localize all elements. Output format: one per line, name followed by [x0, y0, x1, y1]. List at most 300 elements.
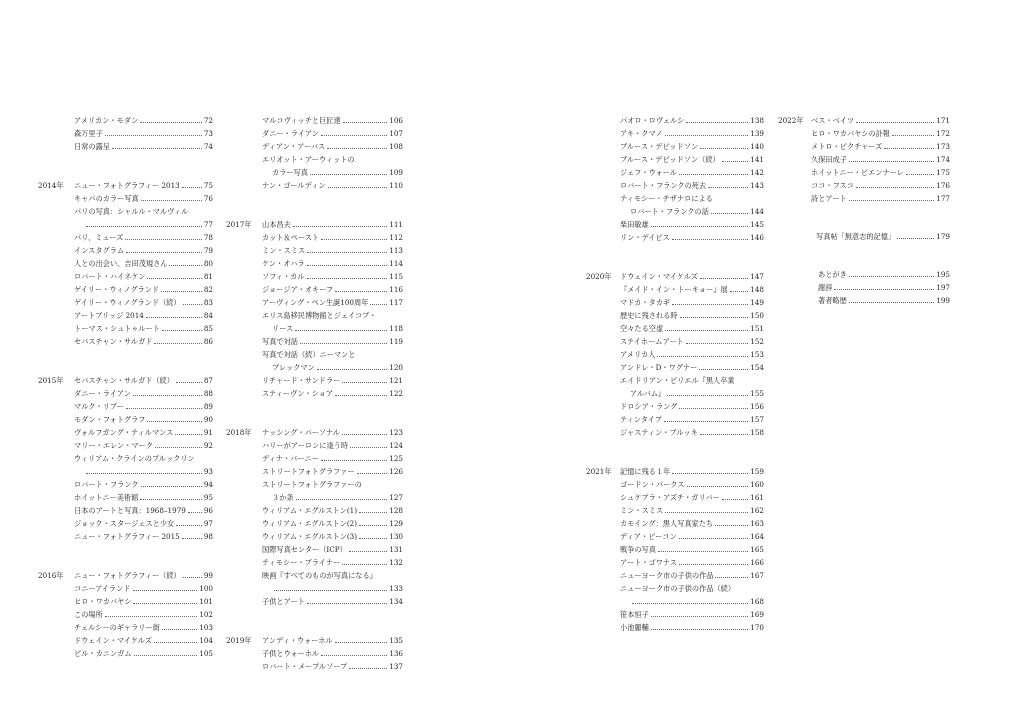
year-label: 2019年 — [226, 636, 252, 645]
toc-entry — [620, 218, 764, 231]
toc-entry-title: 謝辞 — [818, 283, 833, 292]
year-label: 2022年 — [778, 116, 804, 125]
toc-entry-continuation-line — [620, 387, 764, 400]
leader-dots — [146, 317, 202, 318]
toc-entry-title: ウィリアム・エグルストン(2) — [262, 519, 358, 528]
year-gap — [226, 608, 403, 634]
toc-page-number: 169 — [750, 610, 764, 619]
toc-entry-title: ティモシー・チザナロによる — [620, 194, 713, 203]
toc-entry-title: ヒロ・ワカバヤシ — [74, 597, 132, 606]
toc-entry-title: ゴードン・パークス — [620, 480, 685, 489]
toc-entry-continuation-line — [262, 322, 403, 335]
toc-page-number: 144 — [750, 207, 764, 216]
toc-entry — [262, 478, 403, 504]
year-label: 2020年 — [586, 272, 612, 281]
leader-dots — [906, 174, 934, 175]
leader-dots — [849, 302, 935, 303]
toc-entry-title: 人との出会い、吉田茂規さん — [74, 259, 168, 268]
leader-dots — [335, 395, 387, 396]
leader-dots — [321, 239, 387, 240]
toc-page-number: 106 — [389, 116, 403, 125]
entry-list — [811, 114, 950, 205]
toc-entry — [74, 647, 213, 660]
toc-entry — [620, 283, 764, 296]
toc-entry-title: ウィリアム・エグルストン(1) — [262, 506, 358, 515]
toc-entry — [262, 426, 403, 439]
leader-dots — [162, 330, 202, 331]
toc-column-3 — [586, 114, 764, 634]
leader-dots — [140, 122, 202, 123]
toc-entry-title: ヒロ・ワカバヤシの訃報 — [811, 129, 890, 138]
toc-entry — [74, 452, 213, 478]
entry-list — [74, 374, 213, 543]
year-gap — [226, 400, 403, 426]
toc-page-number: 179 — [936, 232, 950, 241]
toc-entry-title: ロバート・メープルソープ — [262, 662, 348, 671]
toc-column-4 — [778, 114, 950, 205]
toc-entry-title: 『メイド・イン・トーキョー』展 — [620, 285, 728, 294]
toc-entry — [620, 569, 764, 582]
toc-entry — [262, 595, 403, 608]
toc-page-number: 73 — [203, 129, 213, 138]
toc-entry-title: 日常の露呈 — [74, 142, 110, 151]
leader-dots — [722, 161, 749, 162]
toc-entry — [262, 452, 403, 465]
year-gap — [38, 153, 213, 179]
toc-page-number: 101 — [199, 597, 213, 606]
leader-dots — [664, 421, 748, 422]
leader-dots — [293, 226, 388, 227]
toc-entry-title: カモイング：黒人写真家たち — [620, 519, 714, 528]
toc-entry — [74, 439, 213, 452]
toc-page-number: 96 — [203, 506, 213, 515]
toc-entry — [262, 270, 403, 283]
toc-page-number: 109 — [389, 168, 403, 177]
toc-entry-title-cont: カラー写真 — [272, 168, 308, 177]
toc-entry-title: 笹本恒子 — [620, 610, 649, 619]
toc-page-number: 150 — [750, 311, 764, 320]
toc-page-number: 102 — [199, 610, 213, 619]
toc-entry — [74, 621, 213, 634]
toc-entry-title: 子供とウォーホル — [262, 649, 320, 658]
toc-entry — [620, 608, 764, 621]
entry-list — [620, 465, 764, 634]
toc-entry-title: ストリートフォトグラファー — [262, 467, 355, 476]
toc-entry — [74, 192, 213, 205]
year-group — [226, 114, 403, 192]
toc-page-number: 84 — [203, 311, 213, 320]
leader-dots — [884, 148, 934, 149]
leader-dots — [834, 289, 934, 290]
toc-page-number: 121 — [389, 376, 403, 385]
toc-entry — [620, 517, 764, 530]
year-group — [38, 179, 213, 348]
leader-dots — [335, 642, 388, 643]
toc-entry-continuation-line — [262, 361, 403, 374]
leader-dots — [856, 122, 934, 123]
leader-dots — [359, 525, 387, 526]
toc-entry-title: 映画『すべてのものが写真になる』 — [262, 571, 377, 580]
toc-entry — [74, 140, 213, 153]
leader-dots — [162, 629, 197, 630]
leader-dots — [300, 343, 387, 344]
toc-page-number: 139 — [750, 129, 764, 138]
toc-entry — [262, 153, 403, 179]
toc-entry — [620, 296, 764, 309]
leader-dots — [182, 187, 202, 188]
toc-page-number: 142 — [750, 168, 764, 177]
toc-entry — [620, 465, 764, 478]
toc-entry — [262, 517, 403, 530]
year-label: 2016年 — [38, 571, 64, 580]
leader-dots — [335, 291, 387, 292]
toc-page-number: 85 — [203, 324, 213, 333]
toc-entry — [620, 179, 764, 192]
toc-entry-title: ロバート・フランクの死去 — [620, 181, 707, 190]
toc-entry — [262, 257, 403, 270]
toc-entry — [262, 660, 403, 673]
leader-dots — [188, 512, 202, 513]
leader-dots — [730, 291, 749, 292]
toc-entry-title: ロバート・フランク — [74, 480, 139, 489]
toc-entry — [620, 309, 764, 322]
year-group — [226, 426, 403, 608]
toc-page-number: 125 — [389, 454, 403, 463]
toc-entry-title: 空々たる空虚 — [620, 324, 664, 333]
year-group — [226, 634, 403, 673]
toc-page-number: 151 — [750, 324, 764, 333]
leader-dots — [147, 278, 201, 279]
leader-dots — [343, 122, 388, 123]
toc-entry-title: ニュー・フォトグラフィー 2013 — [74, 181, 180, 190]
leader-dots — [140, 499, 202, 500]
toc-entry-title: トーマス・シュトゥルート — [74, 324, 160, 333]
leader-dots — [679, 408, 748, 409]
leader-dots — [686, 343, 748, 344]
toc-page-number: 165 — [750, 545, 764, 554]
toc-entry-continuation-line — [262, 582, 403, 595]
toc-entry-title: モダン・フォトグラフ — [74, 415, 146, 424]
toc-entry — [816, 230, 950, 243]
toc-page-number: 160 — [750, 480, 764, 489]
toc-page-number: 95 — [203, 493, 213, 502]
toc-entry — [620, 348, 764, 361]
toc-entry — [620, 556, 764, 569]
toc-entry-title: ステイホームアート — [620, 337, 684, 346]
toc-page-number: 110 — [389, 181, 403, 190]
toc-entry-title: ホイットニー美術館 — [74, 493, 139, 502]
entry-list — [262, 114, 403, 192]
toc-page-number: 175 — [936, 168, 950, 177]
leader-dots — [126, 408, 202, 409]
toc-entry — [74, 322, 213, 335]
toc-entry — [811, 140, 950, 153]
year-label: 2015年 — [38, 376, 64, 385]
leader-dots — [679, 174, 748, 175]
toc-entry — [262, 179, 403, 192]
leader-dots — [154, 343, 202, 344]
toc-page-number: 94 — [203, 480, 213, 489]
leader-dots — [307, 603, 387, 604]
toc-page-number: 134 — [389, 597, 403, 606]
toc-entry — [262, 530, 403, 543]
toc-column-2 — [226, 114, 403, 673]
leader-dots — [687, 486, 749, 487]
leader-dots — [370, 304, 387, 305]
toc-entry-title: ゲイリー・ウィノグランド — [74, 285, 160, 294]
toc-entry-title: ハリーがアーロンに逢う時 — [262, 441, 349, 450]
toc-page-number: 78 — [203, 233, 213, 242]
toc-entry — [620, 114, 764, 127]
toc-entry — [74, 426, 213, 439]
toc-page-number: 148 — [750, 285, 764, 294]
leader-dots — [679, 564, 748, 565]
toc-entry-title: インスタグラム — [74, 246, 125, 255]
toc-page-number: 130 — [389, 532, 403, 541]
toc-entry — [74, 179, 213, 192]
toc-entry-title: ベス・ベイツ — [811, 116, 855, 125]
toc-entry — [620, 504, 764, 517]
leader-dots — [350, 447, 387, 448]
leader-dots — [700, 278, 748, 279]
toc-page-number: 123 — [389, 428, 403, 437]
year-gap — [586, 244, 764, 270]
leader-dots — [700, 434, 748, 435]
toc-entry-title: リチャード・サンドラー — [262, 376, 341, 385]
toc-entry — [74, 127, 213, 140]
toc-entry — [74, 478, 213, 491]
toc-entry — [74, 634, 213, 647]
toc-page-number: 161 — [750, 493, 764, 502]
leader-dots — [699, 369, 748, 370]
toc-entry — [262, 439, 403, 452]
leader-dots — [86, 226, 202, 227]
leader-dots — [274, 590, 387, 591]
entry-list — [620, 114, 764, 244]
leader-dots — [183, 304, 202, 305]
toc-entry-title: ディアン・アーバス — [262, 142, 326, 151]
toc-entry-continuation-line — [620, 595, 764, 608]
toc-entry-title: エリス島移民博物館とジェイコブ・ — [262, 311, 377, 320]
toc-entry-continuation-line — [74, 218, 213, 231]
toc-entry — [74, 244, 213, 257]
toc-page-number: 98 — [203, 532, 213, 541]
toc-page-number: 166 — [750, 558, 764, 567]
leader-dots — [317, 369, 388, 370]
toc-entry-title: 森万里子 — [74, 129, 103, 138]
leader-dots — [667, 395, 748, 396]
toc-entry-title: ストリートフォトグラファーの — [262, 480, 362, 489]
toc-entry-title: ケン・オハラ — [262, 259, 305, 268]
toc-entry — [620, 478, 764, 491]
toc-page-number: 170 — [750, 623, 764, 632]
toc-entry-title: エイドリアン・ピリエル『黒人卒業 — [620, 376, 735, 385]
leader-dots — [359, 538, 387, 539]
toc-page-number: 72 — [203, 116, 213, 125]
leader-dots — [182, 538, 202, 539]
leader-dots — [295, 330, 387, 331]
toc-entry-title-cont: ロバート・フランクの話 — [630, 207, 709, 216]
leader-dots — [86, 473, 202, 474]
toc-entry — [74, 582, 213, 595]
toc-entry — [620, 192, 764, 218]
leader-dots — [680, 317, 749, 318]
toc-entry-title: 久保田成子 — [811, 155, 847, 164]
toc-entry — [262, 335, 403, 348]
leader-dots — [141, 486, 202, 487]
toc-page-number: 199 — [936, 296, 950, 305]
toc-entry — [620, 127, 764, 140]
year-group — [778, 114, 950, 205]
toc-page-number: 172 — [936, 129, 950, 138]
toc-page-number: 79 — [203, 246, 213, 255]
toc-entry-title: ニューヨーク市の子供の作品 — [620, 571, 714, 580]
toc-page-number: 173 — [936, 142, 950, 151]
toc-page-number: 118 — [389, 324, 403, 333]
toc-page-number: 80 — [203, 259, 213, 268]
toc-entry — [74, 374, 213, 387]
toc-entry — [811, 153, 950, 166]
toc-entry-title: アーヴィング・ペン生誕100周年 — [262, 298, 369, 307]
toc-entry-title: ウィリアム・クラインのブルックリン — [74, 454, 195, 463]
toc-entry-title: 歴史に残される時 — [620, 311, 678, 320]
toc-entry-title-cont: ブレックマン — [272, 363, 315, 372]
toc-entry-title: 写真で対話（続）ニーマンと — [262, 350, 356, 359]
toc-entry-title: マリー・エレン・マーク — [74, 441, 153, 450]
toc-entry-title: ティモシー・ブライナー — [262, 558, 341, 567]
leader-dots — [307, 265, 388, 266]
toc-page-number: 140 — [750, 142, 764, 151]
year-gap — [586, 439, 764, 465]
toc-entry — [620, 270, 764, 283]
toc-page-number: 174 — [936, 155, 950, 164]
toc-entry — [811, 166, 950, 179]
leader-dots — [708, 187, 748, 188]
toc-entry — [620, 322, 764, 335]
toc-entry-title: カット＆ペースト — [262, 233, 320, 242]
entry-list — [74, 179, 213, 348]
toc-entry-title: ナン・ゴールディン — [262, 181, 326, 190]
toc-page-number: 195 — [936, 270, 950, 279]
leader-dots — [310, 174, 387, 175]
toc-page-number: 147 — [750, 272, 764, 281]
leader-dots — [658, 551, 748, 552]
toc-entry — [262, 127, 403, 140]
toc-entry-title: 記憶に残る１年 — [620, 467, 671, 476]
leader-dots — [112, 148, 202, 149]
toc-entry-title: コニーアイランド — [74, 584, 131, 593]
toc-entry — [620, 335, 764, 348]
leader-dots — [307, 278, 388, 279]
toc-page-number: 163 — [750, 519, 764, 528]
toc-entry — [262, 387, 403, 400]
leader-dots — [321, 460, 387, 461]
leader-dots — [133, 590, 198, 591]
toc-entry — [811, 114, 950, 127]
toc-entry-title: セバスチャン・サルガド（続） — [74, 376, 174, 385]
leader-dots — [155, 447, 202, 448]
toc-entry-title: 戦争の写真 — [620, 545, 656, 554]
toc-page-number: 83 — [203, 298, 213, 307]
year-label: 2017年 — [226, 220, 252, 229]
entry-list — [74, 569, 213, 660]
toc-page-number: 159 — [750, 467, 764, 476]
toc-entry — [262, 218, 403, 231]
entry-list — [620, 270, 764, 439]
toc-entry-title: 写真帖「無意志的記憶」 — [816, 232, 896, 241]
toc-entry-title: アートブリッジ 2014 — [74, 311, 144, 320]
toc-page-number: 158 — [750, 428, 764, 437]
toc-page-number: 99 — [203, 571, 213, 580]
leader-dots — [651, 226, 749, 227]
toc-entry-title: リン・デイビス — [620, 233, 670, 242]
toc-entry-title-cont: アルバム』 — [630, 389, 666, 398]
entry-list — [262, 634, 403, 673]
leader-dots — [176, 525, 202, 526]
toc-entry — [620, 543, 764, 556]
toc-entry — [74, 517, 213, 530]
leader-dots — [672, 304, 748, 305]
toc-entry — [620, 530, 764, 543]
toc-page-number: 137 — [389, 662, 403, 671]
toc-entry-title: パリ、ミューズ — [74, 233, 124, 242]
toc-page-number: 122 — [389, 389, 403, 398]
toc-page-number: 117 — [389, 298, 403, 307]
toc-page-number: 132 — [389, 558, 403, 567]
toc-page-number: 77 — [203, 220, 213, 229]
leader-dots — [679, 538, 749, 539]
toc-page-number: 100 — [199, 584, 213, 593]
toc-entry — [74, 309, 213, 322]
toc-page-number: 136 — [389, 649, 403, 658]
toc-entry-title: ジョージア・オキーフ — [262, 285, 334, 294]
year-label: 2021年 — [586, 467, 612, 476]
toc-entry-title: セバスチャン・サルガド — [74, 337, 153, 346]
toc-entry — [74, 335, 213, 348]
toc-entry — [74, 400, 213, 413]
toc-entry — [74, 296, 213, 309]
toc-extra-backmatter — [818, 268, 950, 307]
toc-entry-title: スティーヴン・ショア — [262, 389, 334, 398]
toc-entry-title: ミン・スミス — [262, 246, 306, 255]
toc-page-number: 93 — [203, 467, 213, 476]
toc-entry-title: ダニー・ライアン — [262, 129, 319, 138]
toc-page-number: 131 — [389, 545, 403, 554]
leader-dots — [141, 200, 202, 201]
toc-entry-continuation-line — [620, 205, 764, 218]
leader-dots — [342, 434, 387, 435]
toc-entry-title: アート・ゴワナス — [620, 558, 677, 567]
toc-entry-title: 柴田敏雄 — [620, 220, 649, 229]
leader-dots — [357, 473, 388, 474]
toc-entry-title: マドカ・タカギ — [620, 298, 671, 307]
toc-page-number: 120 — [389, 363, 403, 372]
toc-page-number: 108 — [389, 142, 403, 151]
toc-entry — [818, 268, 950, 281]
toc-entry-title: ロバート・ハイネケン — [74, 272, 146, 281]
entry-list — [74, 114, 213, 153]
toc-page-number: 126 — [389, 467, 403, 476]
leader-dots — [175, 434, 202, 435]
toc-page-number: 176 — [936, 181, 950, 190]
toc-entry-title: 著者略歴 — [818, 296, 847, 305]
toc-entry — [620, 153, 764, 166]
leader-dots — [183, 577, 202, 578]
toc-entry — [74, 608, 213, 621]
toc-page-number: 167 — [750, 571, 764, 580]
toc-page-number: 82 — [203, 285, 213, 294]
toc-entry-title: ドロシア・ラング — [620, 402, 678, 411]
